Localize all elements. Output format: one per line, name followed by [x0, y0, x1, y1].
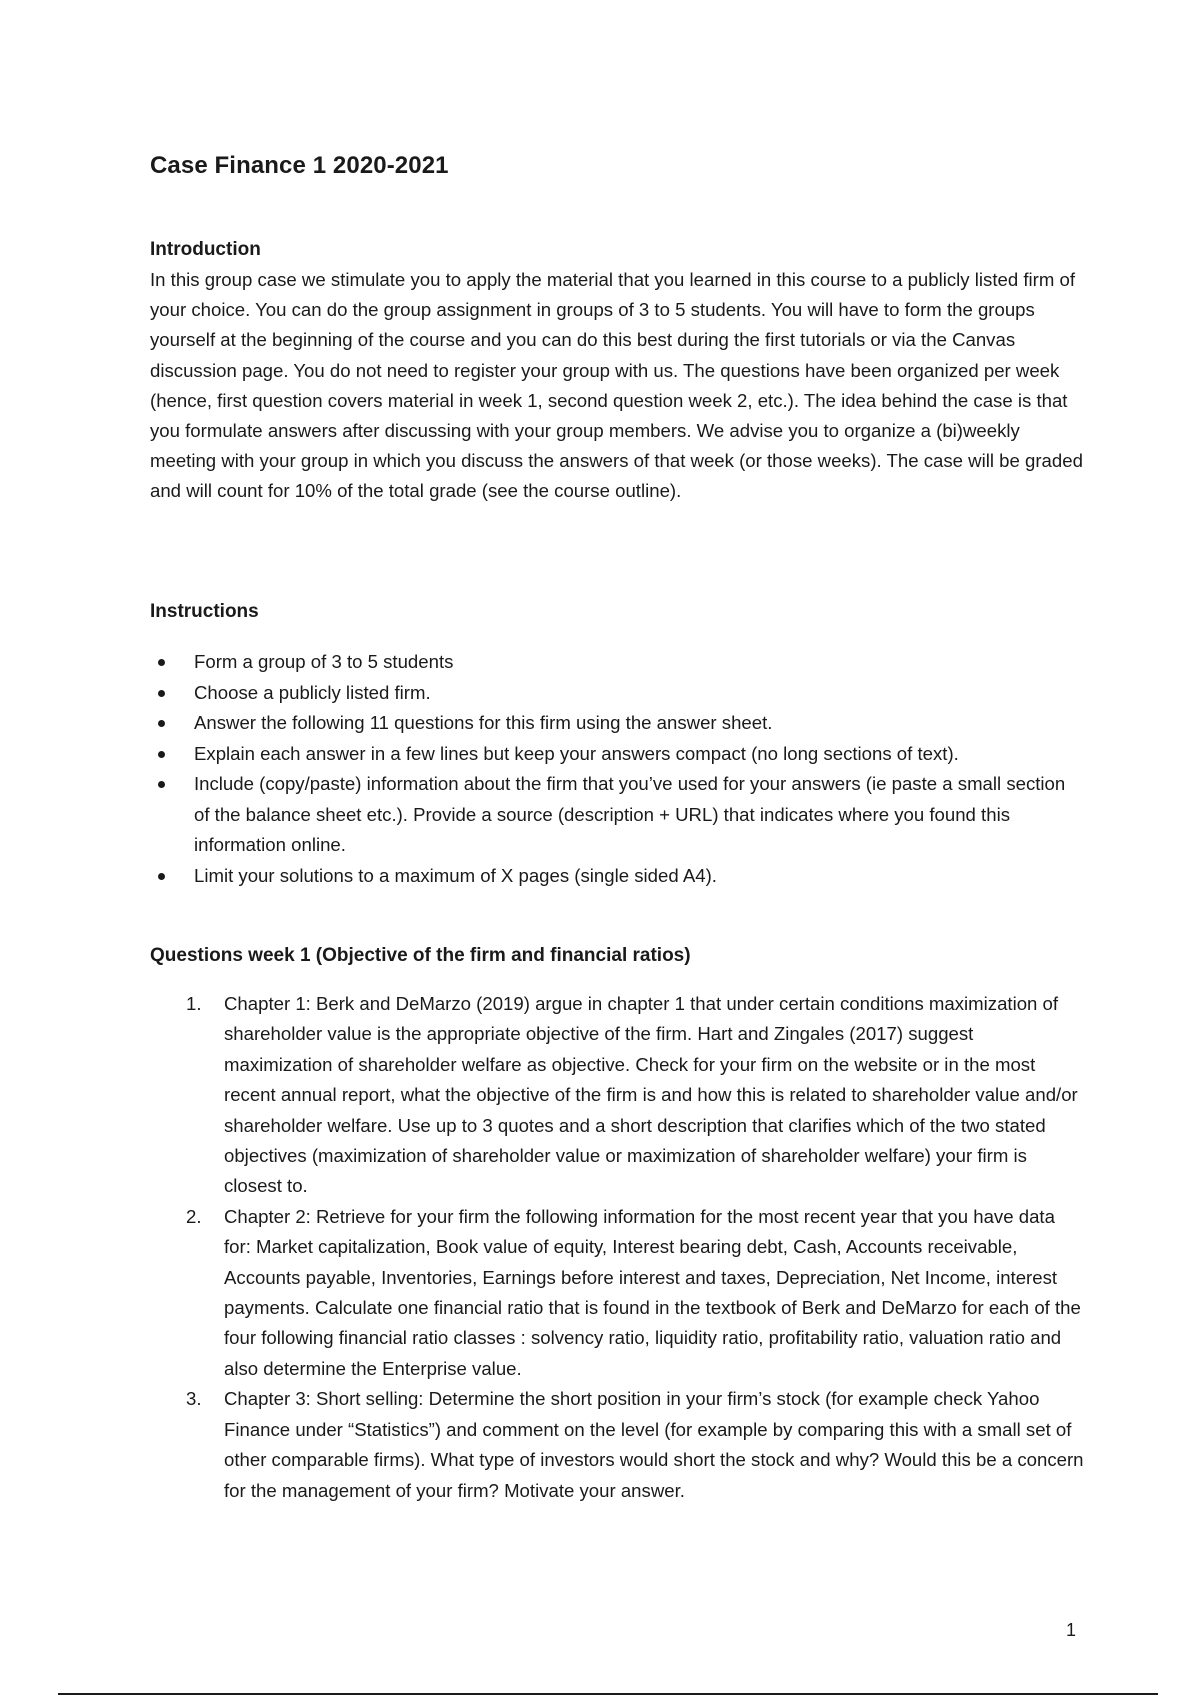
- questions-week1-heading: Questions week 1 (Objective of the firm and financial ratios): [150, 945, 691, 966]
- question-item: [150, 989, 1085, 1202]
- list-item: [150, 678, 1085, 709]
- question-item: [150, 1202, 1085, 1384]
- bullet-icon: [158, 690, 165, 697]
- document-title: Case Finance 1 2020-2021: [150, 152, 449, 179]
- question-number: 2.: [186, 1205, 202, 1227]
- list-item-text: Answer the following 11 questions for this firm using the answer sheet.: [194, 712, 773, 733]
- question-text: Chapter 3: Short selling: Determine the short position in your firm’s stock (for example check Yahoo Finance under “Statistics”) and comment on the level (for example by comparing this with a small set of other comparable firms). What type of investors would short the stock and why? Would this be a concern for the management of your firm? Motivate your answer.: [224, 1388, 1084, 1501]
- question-text: Chapter 1: Berk and DeMarzo (2019) argue in chapter 1 that under certain conditions maximization of shareholder value is the appropriate objective of the firm. Hart and Zingales (2017) suggest maximization of shareholder welfare as objective. Check for your firm on the website or in the most recent annual report, what the objective of the firm is and how this is related to shareholder value and/or shareholder welfare. Use up to 3 quotes and a short description that clarifies which of the two stated objectives (maximization of shareholder value or maximization of shareholder welfare) your firm is closest to.: [224, 993, 1078, 1197]
- list-item-text: Choose a publicly listed firm.: [194, 681, 431, 703]
- question-number: 1.: [186, 993, 202, 1014]
- list-item-text: Limit your solutions to a maximum of X pages (single sided A4).: [194, 864, 717, 886]
- bullet-icon: [158, 781, 165, 788]
- list-item: [150, 769, 1085, 861]
- list-item-text: Form a group of 3 to 5 students: [194, 651, 454, 672]
- bullet-icon: [158, 751, 165, 758]
- list-item-text: Explain each answer in a few lines but keep your answers compact (no long sections of text).: [194, 742, 959, 764]
- question-text: Chapter 2: Retrieve for your firm the following information for the most recent year that you have data for: Market capitalization, Book value of equity, Interest bearing debt, Cash, Accounts receivable, Accounts payable, Inventories, Earnings before interest and taxes, Depreciation, Net Income, interest payments. Calculate one financial ratio that is found in the textbook of Berk and DeMarzo for each of the four following financial ratio classes : solvency ratio, liquidity ratio, profitability ratio, valuation ratio and also determine the Enterprise value.: [224, 1205, 1081, 1379]
- bullet-icon: [158, 873, 165, 880]
- instructions-list: [150, 647, 1085, 891]
- list-item-text: Include (copy/paste) information about the firm that you’ve used for your answers (ie paste a small section of the balance sheet etc.). Provide a source (description + URL) that indicates where you found this information online.: [194, 773, 1066, 855]
- list-item: [150, 647, 1085, 678]
- bullet-icon: [158, 720, 165, 727]
- questions-list: [150, 989, 1085, 1506]
- question-item: [150, 1384, 1085, 1506]
- list-item: [150, 861, 1085, 892]
- list-item: [150, 739, 1085, 770]
- footer-divider: [58, 1693, 1158, 1695]
- bullet-icon: [158, 659, 165, 666]
- question-number: 3.: [186, 1388, 202, 1410]
- introduction-heading: Introduction: [150, 239, 261, 260]
- introduction-paragraph: In this group case we stimulate you to apply the material that you learned in this course to a publicly listed firm of your choice. You can do the group assignment in groups of 3 to 5 students. You will have to form the groups yourself at the beginning of the course and you can do this best during the first tutorials or via the Canvas discussion page. You do not need to register your group with us. The questions have been organized per week (hence, first question covers material in week 1, second question week 2, etc.). The idea behind the case is that you formulate answers after discussing with your group members. We advise you to organize a (bi)weekly meeting with your group in which you discuss the answers of that week (or those weeks). The case will be graded and will count for 10% of the total grade (see the course outline).: [150, 269, 1083, 502]
- page-number: 1: [1066, 1620, 1077, 1640]
- instructions-heading: Instructions: [150, 601, 259, 622]
- list-item: [150, 708, 1085, 739]
